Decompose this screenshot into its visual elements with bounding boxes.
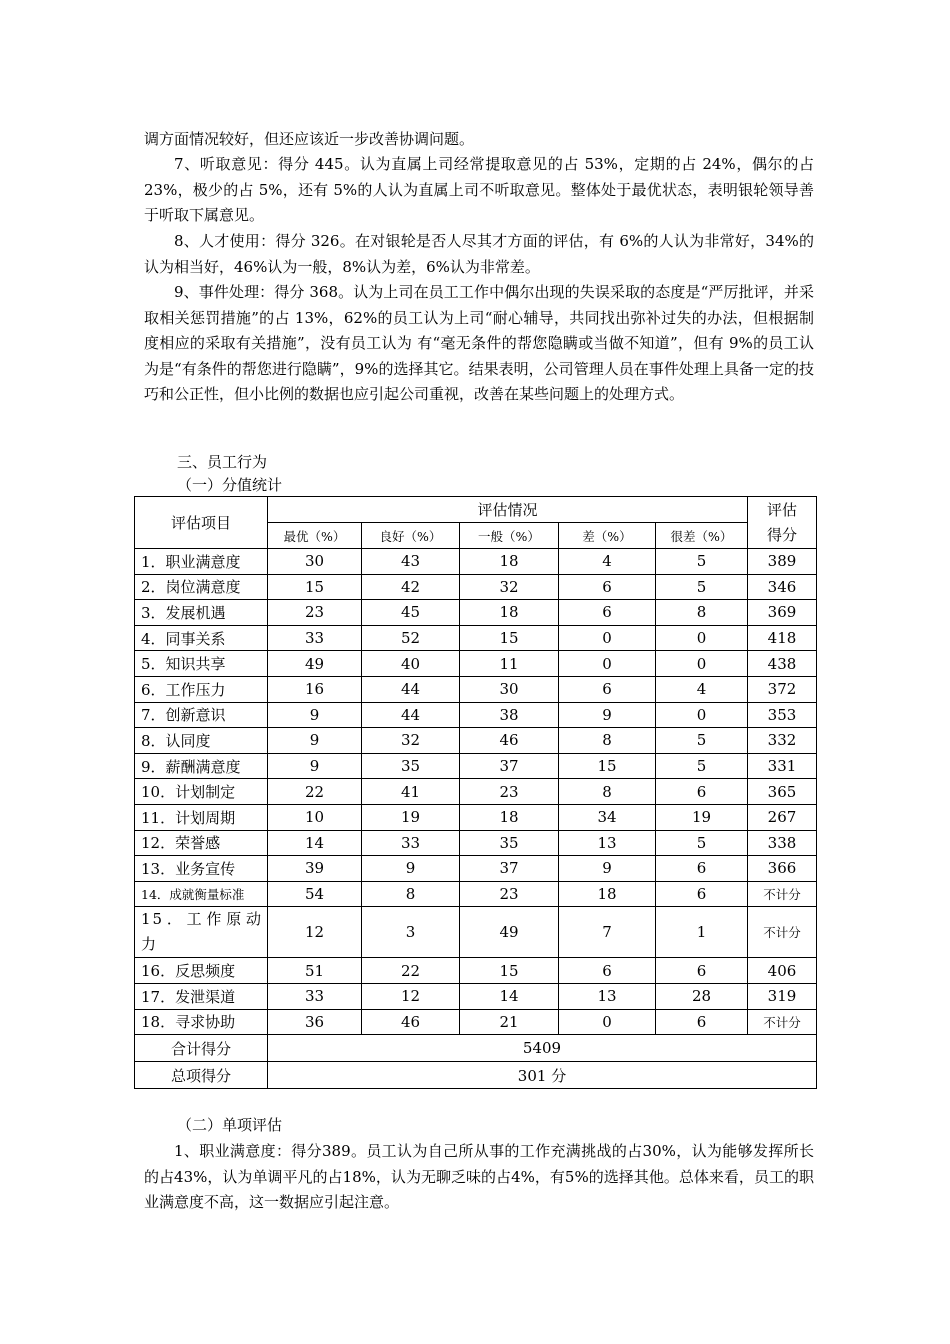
- row-value-cell: 9: [559, 856, 656, 882]
- table-row: [135, 549, 817, 575]
- row-item-label: 17．发泄渠道: [135, 983, 268, 1009]
- row-score-cell: 353: [748, 702, 817, 728]
- row-item-label: 6．工作压力: [135, 676, 268, 702]
- row-value-cell: 44: [362, 676, 460, 702]
- row-value-cell: 0: [656, 702, 748, 728]
- score-statistics-table: [134, 496, 817, 1089]
- paragraph-talent-use: 8、人才使用：得分 326。在对银轮是否人尽其才方面的评估，有 6%的人认为非常好，34%的认为相当好，46%认为一般，8%认为差，6%认为非常差。: [144, 232, 814, 276]
- header-evaluation: 评估情况: [268, 497, 748, 523]
- overall-value: 301 分: [268, 1062, 817, 1089]
- row-score-cell: 338: [748, 830, 817, 856]
- row-value-cell: 39: [268, 856, 362, 882]
- table-row: [135, 625, 817, 651]
- row-item-label: 8．认同度: [135, 728, 268, 754]
- row-item-label: 16．反思频度: [135, 958, 268, 984]
- table-row: [135, 651, 817, 677]
- row-value-cell: 5: [656, 728, 748, 754]
- subheader-good: 良好（%）: [362, 523, 460, 549]
- row-value-cell: 6: [656, 1009, 748, 1035]
- row-value-cell: 33: [362, 830, 460, 856]
- row-value-cell: 6: [656, 881, 748, 907]
- row-value-cell: 15: [460, 958, 559, 984]
- row-item-label: 4．同事关系: [135, 625, 268, 651]
- row-item-label: 7．创新意识: [135, 702, 268, 728]
- table-header-row: [135, 497, 817, 523]
- row-value-cell: 49: [268, 651, 362, 677]
- row-value-cell: 18: [460, 600, 559, 626]
- row-item-label: 12．荣誉感: [135, 830, 268, 856]
- table-row: [135, 983, 817, 1009]
- paragraph-listen-opinions: 7、听取意见：得分 445。认为直属上司经常提取意见的占 53%，定期的占 24%，偶尔的占 23%，极少的占 5%，还有 5%的人认为直属上司不听取意见。整体处于最优状态，表明银轮领导善于听取下属意见。: [144, 155, 814, 224]
- row-score-cell: 332: [748, 728, 817, 754]
- row-value-cell: 44: [362, 702, 460, 728]
- row-value-cell: 6: [559, 676, 656, 702]
- row-item-label: 13．业务宣传: [135, 856, 268, 882]
- row-score-cell: 346: [748, 574, 817, 600]
- total-row: [135, 1035, 817, 1062]
- row-value-cell: 5: [656, 574, 748, 600]
- row-value-cell: 10: [268, 804, 362, 830]
- row-item-label: 3．发展机遇: [135, 600, 268, 626]
- row-score-cell: 366: [748, 856, 817, 882]
- row-value-cell: 43: [362, 549, 460, 575]
- row-value-cell: 19: [362, 804, 460, 830]
- row-value-cell: 8: [559, 779, 656, 805]
- table-row: [135, 779, 817, 805]
- overall-row: [135, 1062, 817, 1089]
- row-value-cell: 14: [460, 983, 559, 1009]
- row-value-cell: 13: [559, 983, 656, 1009]
- header-item: 评估项目: [135, 497, 268, 549]
- row-item-label: 14．成就衡量标准: [135, 881, 268, 907]
- table-row: [135, 728, 817, 754]
- row-value-cell: 52: [362, 625, 460, 651]
- row-item-label: 10．计划制定: [135, 779, 268, 805]
- table-row: [135, 804, 817, 830]
- row-value-cell: 51: [268, 958, 362, 984]
- row-value-cell: 8: [362, 881, 460, 907]
- row-score-cell: 331: [748, 753, 817, 779]
- row-value-cell: 38: [460, 702, 559, 728]
- row-value-cell: 42: [362, 574, 460, 600]
- table-row: [135, 830, 817, 856]
- row-value-cell: 0: [559, 1009, 656, 1035]
- overall-label: 总项得分: [135, 1062, 268, 1089]
- row-value-cell: 13: [559, 830, 656, 856]
- row-value-cell: 0: [656, 651, 748, 677]
- row-score-cell: 389: [748, 549, 817, 575]
- row-value-cell: 18: [460, 549, 559, 575]
- header-score: 评估 得分: [748, 497, 817, 549]
- paragraph-event-handling: 9、事件处理：得分 368。认为上司在员工工作中偶尔出现的失误采取的态度是“严厉批评，并采取相关惩罚措施”的占 13%，62%的员工认为上司“耐心辅导，共同找出弥补过失的办法，但根据制度相应的采取有关措施”，没有员工认为 有“毫无条件的帮您隐瞒或当做不知道”，但有 9%的员工认为是“有条件的帮您进行隐瞒”，9%的选择其它。结果表明，公司管理人员在事件处理上具备一定的技巧和公正性，但小比例的数据也应引起公司重视，改善在某些问题上的处理方式。: [144, 283, 814, 403]
- row-value-cell: 0: [656, 625, 748, 651]
- row-item-label: 5．知识共享: [135, 651, 268, 677]
- row-value-cell: 32: [362, 728, 460, 754]
- row-value-cell: 11: [460, 651, 559, 677]
- row-value-cell: 22: [362, 958, 460, 984]
- row-item-label: 2．岗位满意度: [135, 574, 268, 600]
- row-value-cell: 23: [460, 779, 559, 805]
- paragraph-job-satisfaction: 1、职业满意度：得分389。员工认为自己所从事的工作充满挑战的占30%，认为能够发挥所长的占43%，认为单调平凡的占18%，认为无聊乏味的占4%，有5%的选择其他。总体来看，员工的职业满意度不高，这一数据应引起注意。: [144, 1142, 814, 1211]
- row-value-cell: 22: [268, 779, 362, 805]
- row-value-cell: 45: [362, 600, 460, 626]
- row-value-cell: 6: [559, 958, 656, 984]
- row-score-cell: 438: [748, 651, 817, 677]
- row-value-cell: 30: [268, 549, 362, 575]
- row-value-cell: 15: [559, 753, 656, 779]
- row-item-label: 18．寻求协助: [135, 1009, 268, 1035]
- subheader-average: 一般（%）: [460, 523, 559, 549]
- row-score-cell: 406: [748, 958, 817, 984]
- row-score-cell: 365: [748, 779, 817, 805]
- row-value-cell: 49: [460, 907, 559, 958]
- row-value-cell: 19: [656, 804, 748, 830]
- table-row: [135, 881, 817, 907]
- row-value-cell: 18: [460, 804, 559, 830]
- table-row: [135, 676, 817, 702]
- row-score-cell: 418: [748, 625, 817, 651]
- table-row: [135, 907, 817, 958]
- subheader-very-poor: 很差（%）: [656, 523, 748, 549]
- row-score-cell: 不计分: [748, 881, 817, 907]
- table-row: [135, 958, 817, 984]
- row-value-cell: 6: [656, 856, 748, 882]
- row-value-cell: 5: [656, 753, 748, 779]
- row-value-cell: 46: [362, 1009, 460, 1035]
- row-value-cell: 12: [268, 907, 362, 958]
- row-value-cell: 14: [268, 830, 362, 856]
- row-value-cell: 23: [268, 600, 362, 626]
- row-value-cell: 6: [559, 600, 656, 626]
- row-value-cell: 9: [362, 856, 460, 882]
- row-value-cell: 9: [268, 702, 362, 728]
- table-row: [135, 1009, 817, 1035]
- row-value-cell: 9: [559, 702, 656, 728]
- paragraph-continuation: 调方面情况较好，但还应该近一步改善协调问题。: [144, 130, 475, 148]
- row-value-cell: 37: [460, 753, 559, 779]
- row-value-cell: 6: [656, 958, 748, 984]
- row-value-cell: 35: [362, 753, 460, 779]
- total-label: 合计得分: [135, 1035, 268, 1062]
- row-value-cell: 4: [559, 549, 656, 575]
- table-row: [135, 600, 817, 626]
- row-item-label: 1．职业满意度: [135, 549, 268, 575]
- row-value-cell: 15: [268, 574, 362, 600]
- subheader-poor: 差（%）: [559, 523, 656, 549]
- row-value-cell: 32: [460, 574, 559, 600]
- row-item-label: 11．计划周期: [135, 804, 268, 830]
- section-title: 三、员工行为: [177, 453, 268, 471]
- row-value-cell: 54: [268, 881, 362, 907]
- row-value-cell: 3: [362, 907, 460, 958]
- row-value-cell: 16: [268, 676, 362, 702]
- row-value-cell: 37: [460, 856, 559, 882]
- row-value-cell: 5: [656, 830, 748, 856]
- row-value-cell: 33: [268, 625, 362, 651]
- row-value-cell: 33: [268, 983, 362, 1009]
- subsection-title-single: （二）单项评估: [177, 1116, 283, 1134]
- row-value-cell: 23: [460, 881, 559, 907]
- row-value-cell: 7: [559, 907, 656, 958]
- row-value-cell: 9: [268, 753, 362, 779]
- row-score-cell: 369: [748, 600, 817, 626]
- row-score-cell: 267: [748, 804, 817, 830]
- row-value-cell: 8: [656, 600, 748, 626]
- row-value-cell: 9: [268, 728, 362, 754]
- row-value-cell: 46: [460, 728, 559, 754]
- row-score-cell: 不计分: [748, 907, 817, 958]
- table-row: [135, 574, 817, 600]
- table-row: [135, 702, 817, 728]
- row-value-cell: 12: [362, 983, 460, 1009]
- row-value-cell: 41: [362, 779, 460, 805]
- row-value-cell: 30: [460, 676, 559, 702]
- row-item-label: 15．工作原动力: [135, 907, 268, 958]
- row-value-cell: 4: [656, 676, 748, 702]
- row-value-cell: 28: [656, 983, 748, 1009]
- table-row: [135, 753, 817, 779]
- row-value-cell: 15: [460, 625, 559, 651]
- subheader-best: 最优（%）: [268, 523, 362, 549]
- row-value-cell: 6: [656, 779, 748, 805]
- row-value-cell: 1: [656, 907, 748, 958]
- row-value-cell: 0: [559, 651, 656, 677]
- row-score-cell: 372: [748, 676, 817, 702]
- table-row: [135, 856, 817, 882]
- row-value-cell: 35: [460, 830, 559, 856]
- row-value-cell: 5: [656, 549, 748, 575]
- subsection-title-stats: （一）分值统计: [177, 476, 283, 494]
- row-value-cell: 6: [559, 574, 656, 600]
- row-value-cell: 8: [559, 728, 656, 754]
- row-value-cell: 34: [559, 804, 656, 830]
- row-score-cell: 319: [748, 983, 817, 1009]
- row-value-cell: 21: [460, 1009, 559, 1035]
- row-value-cell: 18: [559, 881, 656, 907]
- row-item-label: 9．薪酬满意度: [135, 753, 268, 779]
- row-value-cell: 40: [362, 651, 460, 677]
- row-value-cell: 0: [559, 625, 656, 651]
- row-value-cell: 36: [268, 1009, 362, 1035]
- row-score-cell: 不计分: [748, 1009, 817, 1035]
- total-value: 5409: [268, 1035, 817, 1062]
